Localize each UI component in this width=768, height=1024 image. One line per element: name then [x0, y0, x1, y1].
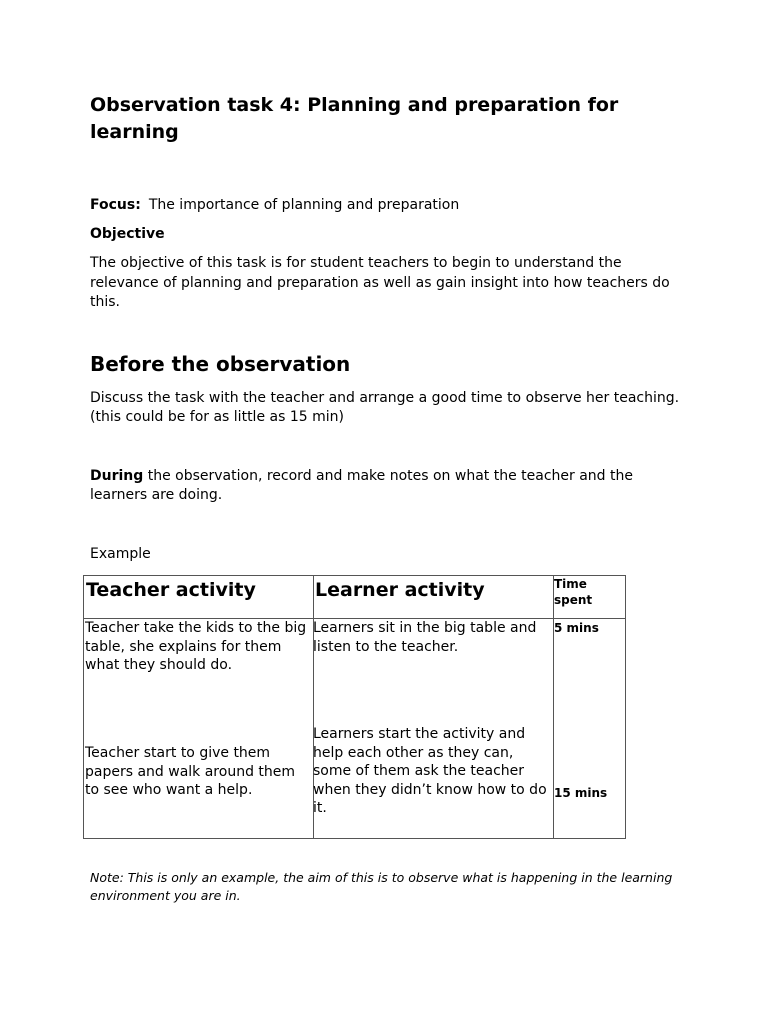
row-2-teacher-cell: Teacher start to give them papers and walk around them to see who want a help.	[85, 745, 296, 798]
row-2-learner-cell: Learners start the activity and help each other as they can, some of them ask the teacher when they didn’t know how to do it.	[313, 726, 547, 816]
during-bold-word: During	[90, 468, 144, 484]
header-learner-activity: Learner activity	[315, 579, 485, 601]
example-label: Example	[90, 546, 151, 562]
row-1-learner-cell: Learners sit in the big table and listen to the teacher.	[313, 620, 537, 655]
activity-table	[83, 575, 626, 839]
during-paragraph	[90, 467, 690, 505]
focus-label: Focus:	[90, 197, 141, 213]
header-time-spent: Time spent	[554, 577, 593, 607]
objective-text: The objective of this task is for student teachers to begin to understand the relevance of planning and preparation as well as gain insight into how teachers do this.	[90, 255, 670, 310]
header-teacher-activity: Teacher activity	[86, 579, 256, 601]
row-1-teacher-cell: Teacher take the kids to the big table, she explains for them what they should do.	[85, 620, 307, 673]
before-observation-heading: Before the observation	[90, 352, 351, 376]
focus-text: The importance of planning and preparation	[148, 197, 460, 213]
objective-heading: Objective	[90, 226, 165, 242]
focus-line	[90, 196, 459, 214]
row-2-time-cell: 15 mins	[554, 786, 608, 800]
page-title: Observation task 4: Planning and preparation for learning	[90, 94, 619, 143]
row-1-time-cell: 5 mins	[554, 621, 599, 635]
note-text: Note: This is only an example, the aim of this is to observe what is happening in the learning environment you are in.	[90, 870, 673, 903]
during-rest-text: the observation, record and make notes on what the teacher and the learners are doing.	[90, 468, 633, 503]
discuss-text: Discuss the task with the teacher and arrange a good time to observe her teaching. (this could be for as little as 15 min)	[90, 390, 680, 425]
